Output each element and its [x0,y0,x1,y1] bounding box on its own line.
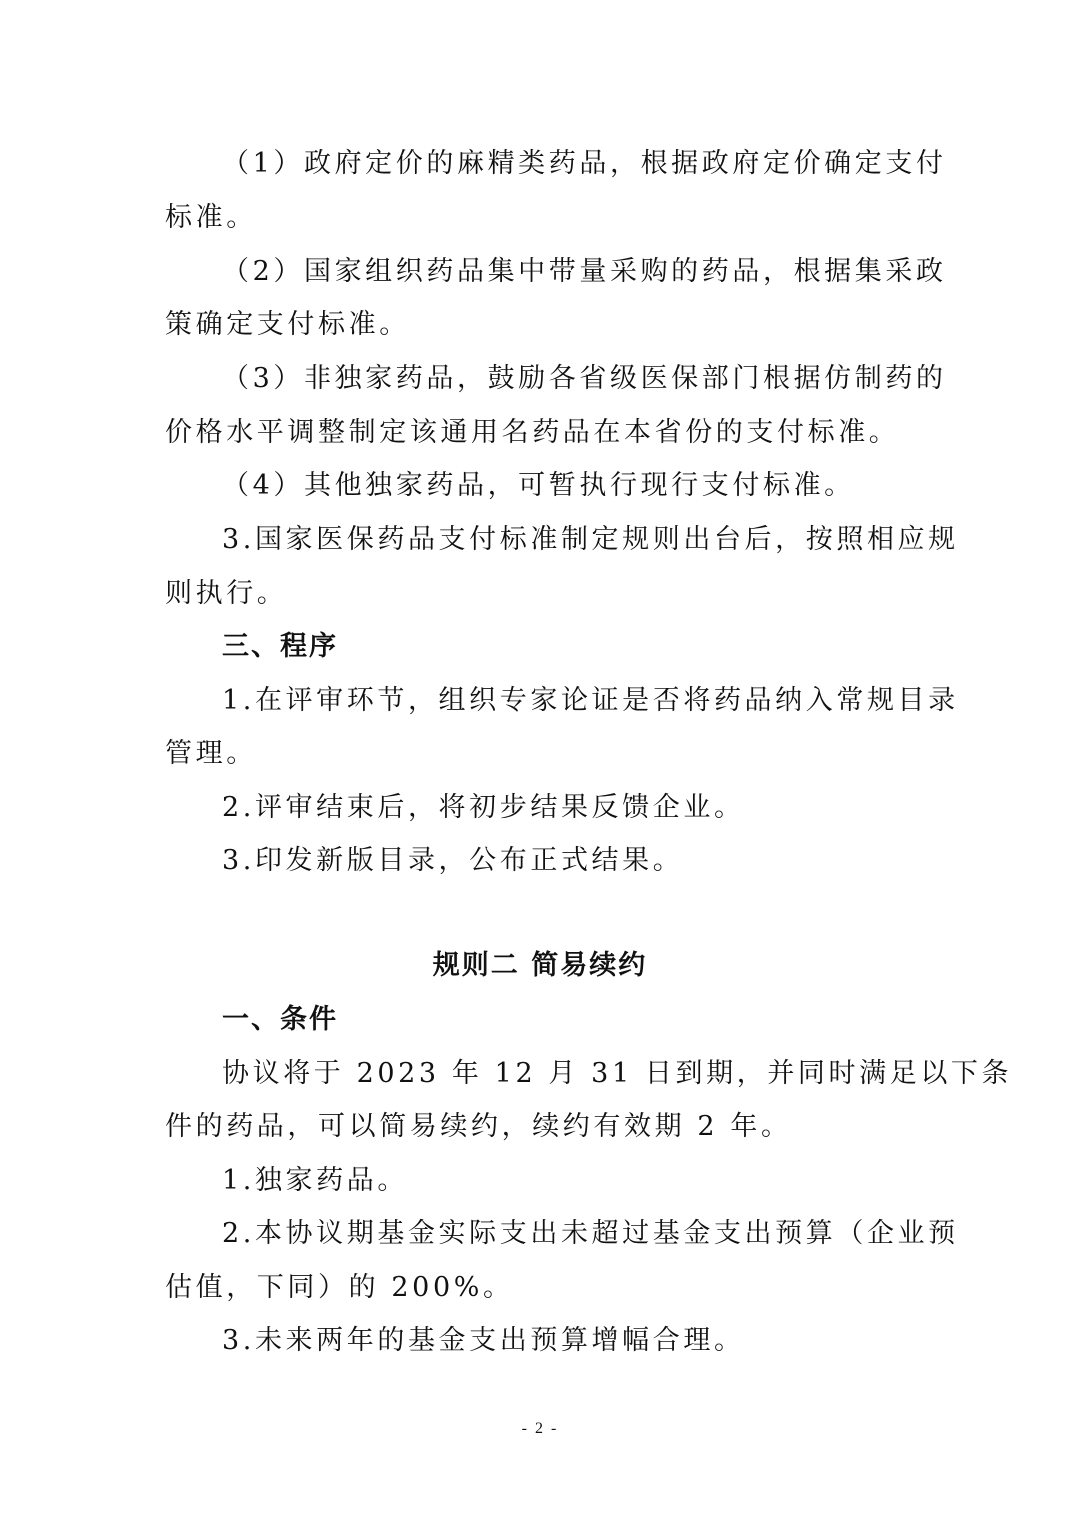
paragraph-line: 2.评审结束后，将初步结果反馈企业。 [222,792,745,823]
paragraph-line: 则执行。 [165,578,288,609]
paragraph-line: 估值，下同）的 200%。 [165,1272,514,1303]
paragraph-line: 价格水平调整制定该通用名药品在本省份的支付标准。 [165,417,900,448]
paragraph-line: 管理。 [165,738,257,769]
section-heading: 三、程序 [222,631,338,662]
paragraph-line: 标准。 [165,202,257,233]
paragraph-line: （1）政府定价的麻精类药品，根据政府定价确定支付 [222,148,947,179]
paragraph-line: 1.独家药品。 [222,1165,408,1196]
paragraph-line: （3）非独家药品，鼓励各省级医保部门根据仿制药的 [222,363,947,394]
paragraph-line: 2.本协议期基金实际支出未超过基金支出预算（企业预 [222,1218,959,1249]
paragraph-line: （2）国家组织药品集中带量采购的药品，根据集采政 [222,256,947,287]
paragraph-line: 1.在评审环节，组织专家论证是否将药品纳入常规目录 [222,685,959,716]
section-heading: 一、条件 [222,1004,338,1035]
rule-title: 规则二 简易续约 [432,950,648,981]
paragraph-line: （4）其他独家药品，可暂执行现行支付标准。 [222,470,855,501]
paragraph-line: 3.未来两年的基金支出预算增幅合理。 [222,1325,745,1356]
paragraph-line: 3.印发新版目录，公布正式结果。 [222,845,684,876]
paragraph-line: 协议将于 2023 年 12 月 31 日到期，并同时满足以下条 [222,1058,1013,1089]
paragraph-line: 策确定支付标准。 [165,309,410,340]
page-number: - 2 - [521,1420,559,1437]
paragraph-line: 3.国家医保药品支付标准制定规则出台后，按照相应规 [222,524,959,555]
paragraph-line: 件的药品，可以简易续约，续约有效期 2 年。 [165,1111,792,1142]
